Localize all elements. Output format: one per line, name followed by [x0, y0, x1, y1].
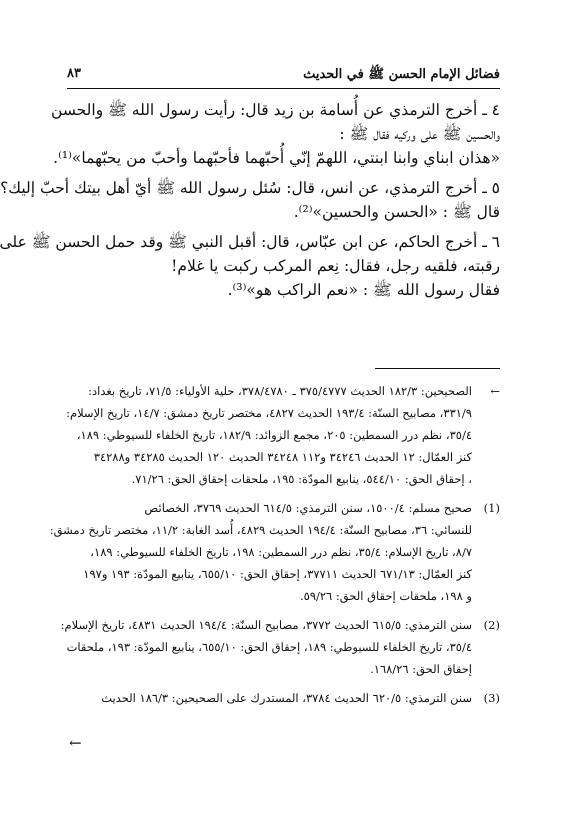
text-line: فقال رسول الله ﷺ : «نعم الراكب هو»⁽³⁾. [227, 281, 500, 299]
text-line: «هذان ابناي وابنا ابنتي، اللهمّ إنّي أُحبّهما فأحبّهما وأحبّ من يحبّهما»⁽¹⁾. [53, 149, 500, 167]
text-line-hadith-6: ٦ ـ أخرج الحاكم، عن ابن عبّاس، قال: أقبل النبي ﷺ وقد حمل الحسن ﷺ على [0, 233, 500, 251]
footnote-line: الصحيحين: ١٨٢/٣ الحديث ٣٧٥/٤٧٧٧ ـ ٣٧٨/٤٧٨٠، حلية الأولياء: ٧١/٥، تاريخ بغداد: [88, 384, 472, 398]
text-line: رقبته، فلقيه رجل، فقال: نِعم المركب ركبت يا غلام! [171, 257, 500, 275]
main-text [0, 98, 500, 302]
continued-arrow-icon: ← [490, 384, 500, 398]
running-header [67, 66, 500, 89]
continuation-arrow-icon: ← [69, 734, 82, 752]
footnote-line: سنن الترمذي: ٦١٥/٥ الحديث ٣٧٧٢، مصابيح السنّة: ١٩٤/٤ الحديث ٤٨٣١، تاريخ الإسلام: [60, 618, 472, 632]
text-line: والحسين ﷺ على وركيه فقال ﷺ : [339, 125, 500, 143]
footnote-marker: (3) [483, 691, 500, 705]
footnote-3 [67, 687, 500, 709]
footnote-line: سنن الترمذي: ٦٢٠/٥ الحديث ٣٧٨٤، المستدرك على الصحيحين: ١٨٦/٣ الحديث [101, 691, 472, 705]
footnote-line: إحقاق الحق: ١٦٨/٢٦. [370, 662, 472, 676]
footnote-line: للنسائي: ٣٦، مصابيح السنّة: ١٩٤/٤ الحديث ٤٨٢٩، أُسد الغابة: ١١/٢، مختصر تاريخ دمشق: [49, 523, 472, 537]
footnote-line: ٣٣١/٩، مصابيح السنّة: ١٩٣/٤ الحديث ٤٨٢٧، مختصر تاريخ دمشق: ١٤/٧، تاريخ الإسلام: [66, 406, 472, 420]
text-line-hadith-5: ٥ ـ أخرج الترمذي، عن انس، قال: سُئل رسول الله ﷺ أيّ أهل بيتك أحبّ إليك؟ [0, 179, 500, 197]
footnote-line: ، إحقاق الحق: ٥٤٤/١٠، ينابيع المودّة: ١٩٥، ملحقات إحقاق الحق: ٧١/٢٦. [131, 472, 472, 486]
footnote-line: ٨/٧، تاريخ الإسلام: ٣٥/٤، نظم درر السمطين: ١٩٨، تاريخ الخلفاء للسيوطي: ١٨٩، [90, 545, 472, 559]
footnote-line: صحيح مسلم: ١٥٠٠/٤، سنن الترمذي: ٦١٤/٥ الحديث ٣٧٦٩، الخصائص [144, 501, 472, 515]
footnote-separator [375, 368, 500, 369]
footnote-marker: (2) [483, 618, 500, 632]
footnotes [49, 380, 500, 716]
footnote-2 [60, 614, 500, 680]
footnote-marker: (1) [483, 501, 500, 515]
footnote-1 [49, 497, 500, 607]
footnote-line: كنز العمّال: ٦٧١/١٣ الحديث ٣٧٧١١، إحقاق الحق: ٦٥٥/١٠، ينابيع المودّة: ١٩٣ و١٩٧ [83, 567, 472, 581]
text-line-hadith-4: ٤ ـ أخرج الترمذي عن أُسامة بن زيد قال: رأيت رسول الله ﷺ والحسن [51, 101, 500, 119]
footnote-line: ٣٥/٤، نظم درر السمطين: ٢٠٥، مجمع الزوائد: ١٨٢/٩، تاريخ الخلفاء للسيوطي: ١٨٩، [76, 428, 472, 442]
header-title: فضائل الإمام الحسن ﷺ في الحديث [303, 67, 500, 82]
footnote-continued [67, 380, 500, 490]
footnote-line: كنز العمّال: ١٢ الحديث ٣٤٢٤٦ و١١٢ ٣٤٢٤٨ الحديث ١٢٠ الحديث ٣٤٢٨٥ و٣٤٢٨٨ [93, 450, 472, 464]
page-number: ٨٣ [67, 66, 81, 81]
footnote-line: و ١٩٨، ملحقات إحقاق الحق: ٥٩/٢٦. [299, 589, 472, 603]
footnote-line: ٣٥/٤، تاريخ الخلفاء للسيوطي: ١٨٩، إحقاق الحق: ٦٥٥/١٠، ينابيع المودّة: ١٩٣، ملحقات [66, 640, 472, 654]
text-line: قال ﷺ : «الحسن والحسين»⁽²⁾. [293, 203, 500, 221]
book-page [1, 0, 568, 823]
